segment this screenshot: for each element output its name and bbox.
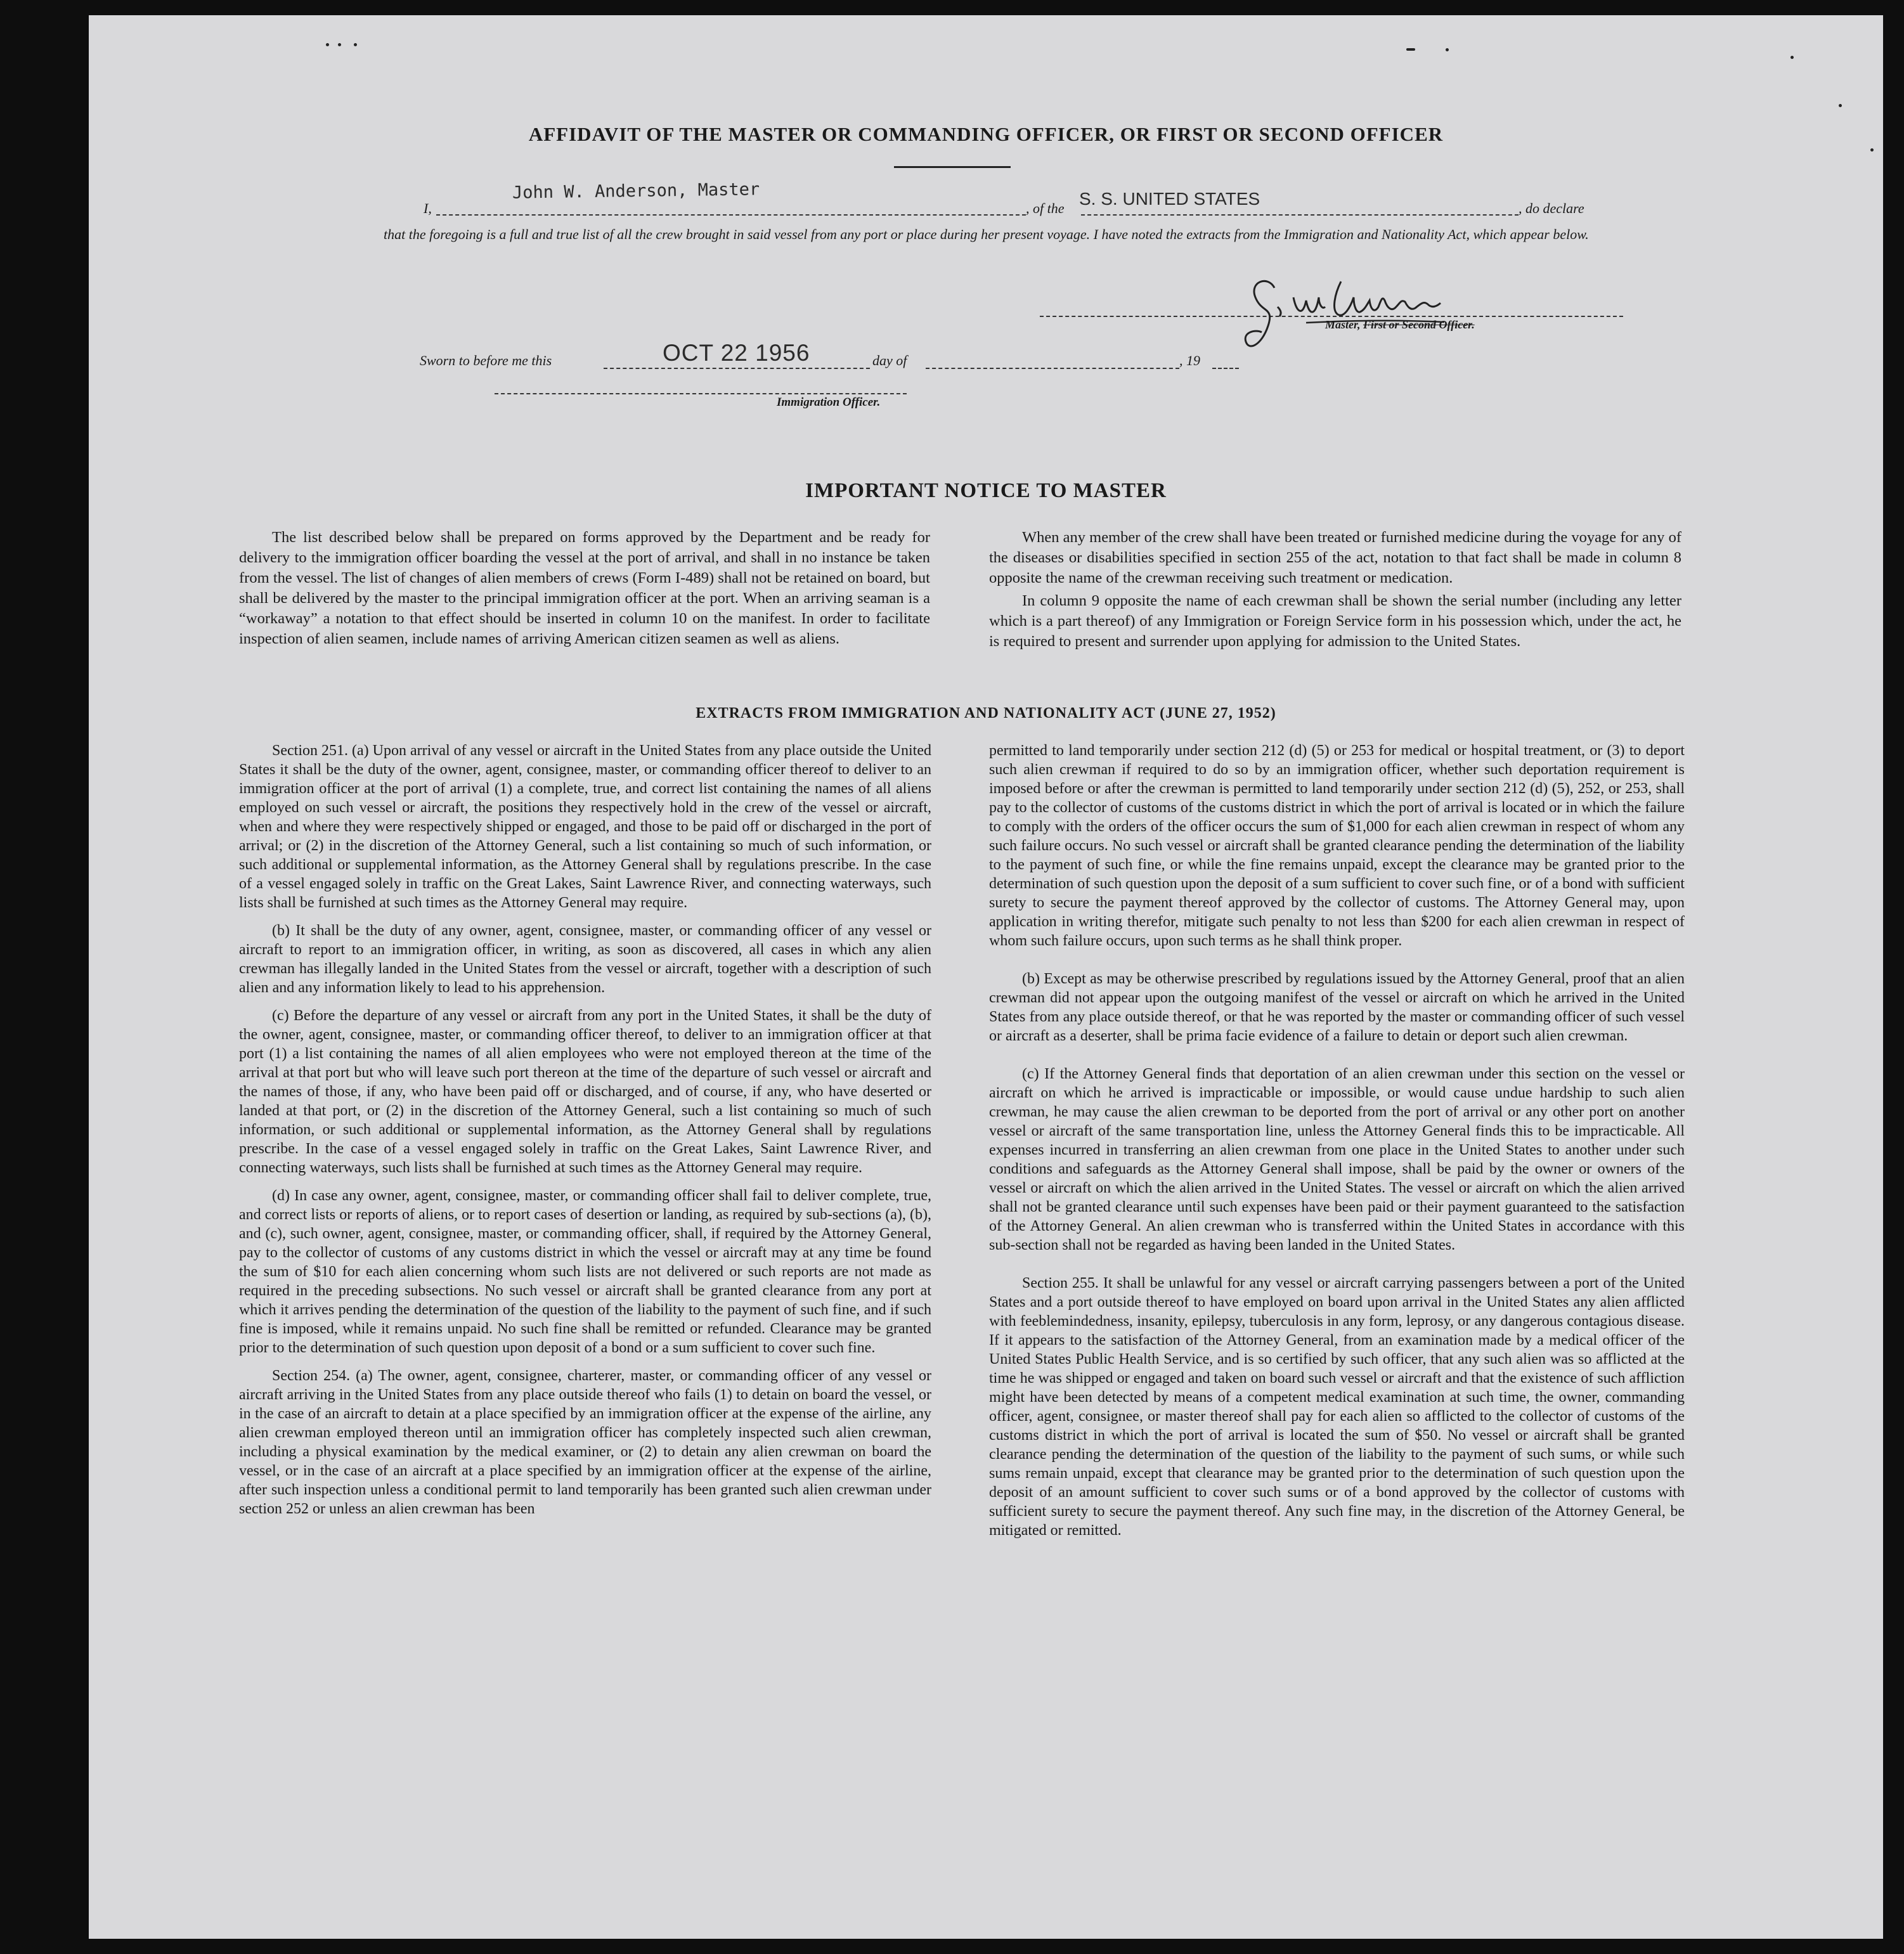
vessel-name: S. S. UNITED STATES xyxy=(1079,189,1260,209)
signature-caption: Master, First or Second Officer. xyxy=(1325,318,1475,331)
scan-speck xyxy=(354,43,357,46)
officer-caption: Immigration Officer. xyxy=(777,396,881,409)
scan-speck xyxy=(1870,148,1874,152)
title-rule xyxy=(894,166,1011,168)
extracts-left-column xyxy=(239,741,931,1527)
document-sheet xyxy=(89,15,1883,1939)
sworn-label: Sworn to before me this xyxy=(420,353,552,368)
notice-paragraph: In column 9 opposite the name of each crewman shall be shown the serial number (including any letter which is a part thereof) of any Immigration or Foreign Service form in his possession which, under the act, he is required to present and surrender upon applying for admission to the United States. xyxy=(989,592,1681,650)
scan-speck xyxy=(326,43,329,46)
affidavit-title: AFFIDAVIT OF THE MASTER OR COMMANDING OFFICER, OR FIRST OR SECOND OFFICER xyxy=(528,123,1444,145)
scan-speck xyxy=(338,43,341,46)
extract-paragraph: (b) It shall be the duty of any owner, agent, consignee, master, or commanding officer of any vessel or aircraft to report to an immigration officer, in writing, as soon as discovered, all cases in which any alien crewman has illegally landed in the United States from the vessel or aircraft, together with a description of such alien and any information likely to lead to his apprehension. xyxy=(239,922,931,996)
extract-paragraph: Section 251. (a) Upon arrival of any vessel or aircraft in the United States from any place outside the United States it shall be the duty of the owner, agent, consignee, master, or commanding officer thereof to deliver to an immigration officer at the port of arrival (1) a complete, true, and correct list containing the names of all aliens employed on such vessel or aircraft, the positions they respectively hold in the crew of the vessel or aircraft, when and where they were respectively shipped or engaged, and those to be paid off or discharged in the port of arrival; or (2) in the discretion of the Attorney General, such a list containing so much of such information, or such additional or supplemental information, as the Attorney General shall by regulations prescribe. In the case of a vessel engaged solely in traffic on the Great Lakes, Saint Lawrence River, and connecting waterways, such lists shall be furnished at such times as the Attorney General may require. xyxy=(239,742,931,911)
notice-heading: IMPORTANT NOTICE TO MASTER xyxy=(805,479,1167,502)
extract-paragraph: Section 254. (a) The owner, agent, consignee, charterer, master, or commanding officer of any vessel or aircraft arriving in the United States from any place outside thereof who fails (1) to detain on board the vessel, or in the case of an aircraft to detain at a place specified by an immigration officer at the expense of the airline, any alien crewman employed thereon until an immigration officer has completely inspected such alien crewman, including a physical examination by the medical examiner, or (2) to detain any alien crewman on board the vessel, or in the case of an aircraft at a place specified by an immigration officer at the expense of the airline, after such inspection unless a conditional permit to land temporarily has been granted such alien crewman under section 252 or unless an alien crewman has been xyxy=(239,1368,931,1517)
struck-officer-text: First or Second Officer. xyxy=(1363,318,1475,331)
day-of-label: day of xyxy=(872,353,907,368)
scan-speck xyxy=(1446,48,1449,51)
notice-left-column xyxy=(239,527,930,652)
extract-paragraph: (b) Except as may be otherwise prescribed by regulations issued by the Attorney General, proof that an alien crewman did not appear upon the outgoing manifest of the vessel or aircraft on which he arrived in the United States from any place outside thereof, or that he was reported by the master or commanding officer of such vessel or aircraft as a deserter, shall be prima facie evidence of a failure to detain or deport such alien crewman. xyxy=(989,971,1685,1044)
notice-paragraph: The list described below shall be prepared on forms approved by the Department and be ready for delivery to the immigration officer boarding the vessel at the port of arrival, and shall in no instance be taken from the vessel. The list of changes of alien members of crews (Form I-489) shall not be retained on board, but shall be delivered by the master to the principal immigration officer at the port. When an arriving seaman is a “workaway” a notation to that effect should be inserted in column 10 on the manifest. In order to facilitate inspection of alien seamen, include names of arriving American citizen seamen as well as aliens. xyxy=(239,529,930,647)
vessel-line xyxy=(1081,214,1519,216)
scan-speck xyxy=(1406,48,1415,51)
extracts-right-column xyxy=(989,741,1685,1559)
do-declare-label: , do declare xyxy=(1519,200,1584,216)
extract-paragraph: (c) Before the departure of any vessel or aircraft from any port in the United States, it shall be the duty of the owner, agent, consignee, master, or commanding officer thereof, to deliver to an immigration officer at that port (1) a list containing the names of all alien employees who were not employed thereon at the time of the arrival at that port but who will leave such port thereon at the time of the departure of such vessel or aircraft and the names of those, if any, who have been paid off or discharged, and of course, if any, who have deserted or landed at that port, or (2) in the discretion of the Attorney General, such a list containing so much of such information, or such additional or supplemental information, as the Attorney General shall by regulations prescribe. In the case of a vessel engaged solely in traffic on the Great Lakes, Saint Lawrence River, and connecting waterways, such lists shall be furnished at such times as the Attorney General may require. xyxy=(239,1007,931,1176)
of-the-label: , of the xyxy=(1026,200,1065,216)
notice-paragraph: When any member of the crew shall have been treated or furnished medicine during the voyage for any of the diseases or disabilities specified in section 255 of the act, notation to that fact shall be made in column 8 opposite the name of the crewman receiving such treatment or medication. xyxy=(989,529,1681,586)
extract-paragraph: Section 255. It shall be unlawful for any vessel or aircraft carrying passengers between a port of the United States and a port outside thereof to have employed on board upon arrival in the United States any alien afflicted with feeblemindedness, insanity, epilepsy, tuberculosis in any form, leprosy, or any dangerous contagious disease. If it appears to the satisfaction of the Attorney General, from an examination made by a medical officer of the United States Public Health Service, and is so certified by such officer, that any such alien was so afflicted at the time he was shipped or engaged and taken on board such vessel or aircraft and that the existence of such affliction might have been detected by means of a competent medical examination at such time, the owner, commanding officer, agent, consignee, or master thereof shall pay for each alien so afflicted to the collector of customs of the customs district in which the port of arrival is located the sum of $50. No vessel or aircraft shall be granted clearance pending the determination of the question of the liability to the payment of such sums, or while such sums remain unpaid, except that clearance may be granted prior to the determination of such question upon the deposit of an amount sufficient to cover such sums or of a bond approved by the collector of customs with sufficient surety to secure the payment thereof. Any such fine may, in the discretion of the Attorney General, be mitigated or remitted. xyxy=(989,1275,1685,1539)
sworn-date-line xyxy=(604,368,870,369)
notice-right-column xyxy=(989,527,1681,654)
declarant-name: John W. Anderson, Master xyxy=(512,179,760,203)
declarant-line xyxy=(436,214,1026,216)
officer-line xyxy=(495,393,907,394)
scan-speck xyxy=(1791,56,1794,59)
extract-paragraph: permitted to land temporarily under section 212 (d) (5) or 253 for medical or hospital treatment, or (3) to deport such alien crewman if required to do so by an immigration officer, whether such deportation requirement is imposed before or after the crewman is permitted to land temporarily under section 212 (d) (5), 252, or 253, shall pay to the collector of customs of the customs district in which the port of arrival is located or in which the failure to comply with the orders of the officer occurs the sum of $1,000 for each alien crewman in respect of whom any such failure occurs. No such vessel or aircraft shall be granted clearance pending the determination of the liability to the payment of such fine, or while the fine remains unpaid, except the clearance may be granted prior to the determination of such question upon the deposit of a sum sufficient to cover such fine, or of a bond with sufficient surety to secure the payment thereof approved by the collector of customs. The Attorney General may, upon application in writing therefor, mitigate such penalty to not less than $200 for each alien crewman in respect of whom such failure occurs, upon such terms as he shall think proper. xyxy=(989,742,1685,949)
sworn-date-stamp: OCT 22 1956 xyxy=(663,340,810,366)
extract-paragraph: (c) If the Attorney General finds that deportation of an alien crewman under this section on the vessel or aircraft on which he arrived is impracticable or impossible, or would cause undue hardship to such alien crewman, he may cause the alien crewman to be deported from the port of arrival or any other port on another vessel or aircraft of the same transportation line, unless the Attorney General finds this to be impracticable. All expenses incurred in transferring an alien crewman from one place in the United States to another under such conditions and safeguards as the Attorney General shall impose, shall be paid by the owner or owners of the vessel or aircraft on which the alien arrived in the United States. The vessel or aircraft on which the alien arrived shall not be granted clearance until such expenses have been paid or their payment guaranteed to the satisfaction of the Attorney General. An alien crewman who is transferred within the United States in accordance with this sub-section shall not be regarded as having been landed in the United States. xyxy=(989,1066,1685,1253)
master-signature xyxy=(1230,262,1446,364)
scan-speck xyxy=(1839,104,1842,107)
month-line xyxy=(926,368,1179,369)
extract-paragraph: (d) In case any owner, agent, consignee, master, or commanding officer shall fail to deliver complete, true, and correct lists or reports of aliens, or to report cases of desertion or landing, as required by sub-sections (a), (b), and (c), such owner, agent, consignee, master, or commanding officer, shall, if required by the Attorney General, pay to the collector of customs of any customs district in which the vessel or aircraft may at any time be found the sum of $10 for each alien concerning whom such lists are not delivered or such reports are not made as required in the preceding subsections. No such vessel or aircraft shall be granted clearance from any port at which it arrives pending the determination of the question of the liability to the payment of such fine, and if such fine is imposed, while it remains unpaid. No such fine shall be remitted or refunded. Clearance may be granted prior to the determination of such question upon deposit of a bond or a sum sufficient to cover such fine. xyxy=(239,1187,931,1356)
year-line xyxy=(1212,368,1239,369)
extracts-heading: EXTRACTS FROM IMMIGRATION AND NATIONALITY ACT (JUNE 27, 1952) xyxy=(696,705,1276,721)
i-label: I, xyxy=(424,200,432,216)
declaration-text: that the foregoing is a full and true list of all the crew brought in said vessel from any port or place during her present voyage. I have noted the extracts from the Immigration and Nationality Act, which appear below. xyxy=(384,226,1589,242)
year-label: , 19 xyxy=(1179,353,1200,368)
